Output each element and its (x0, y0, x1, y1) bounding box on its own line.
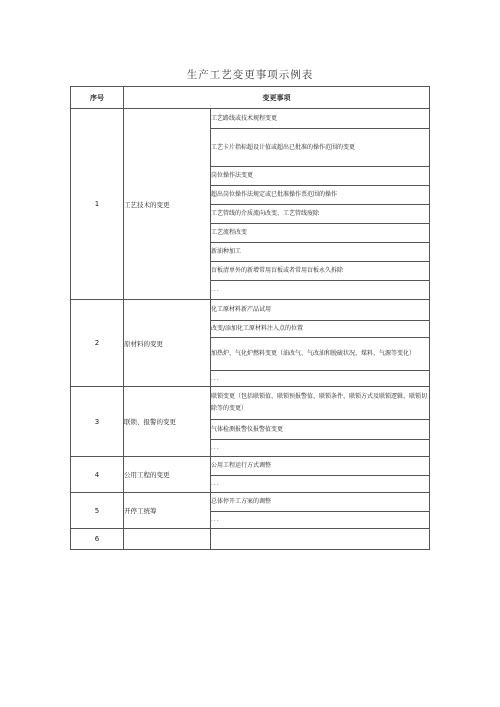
table-row (71, 109, 430, 129)
change-category: 联锁、报警的变更 (124, 387, 211, 457)
ellipsis-item: ... (211, 371, 430, 387)
change-item: 超出岗位操作法规定或已批准操作票范围的操作 (211, 186, 430, 205)
change-item: 联锁变更（包括联锁值、联锁预报警值、联锁条件、联锁方式及联锁逻辑、联锁切除等的变更） (211, 387, 430, 420)
table-header-row (71, 87, 430, 109)
table-row (71, 529, 430, 550)
change-item: 新油种加工 (211, 243, 430, 262)
change-item: 总体停开工方案的调整 (211, 493, 430, 512)
row-number: 3 (71, 387, 124, 457)
change-item: 工艺路线或技术规程变更 (211, 109, 430, 129)
change-item: 化工原材料新产品试用 (211, 300, 430, 321)
change-item: 工艺流程改变 (211, 224, 430, 243)
change-items-table (70, 86, 430, 550)
change-category: 原材料的变更 (124, 300, 211, 387)
change-item: 改变/添加化工原材料注入点的位置 (211, 321, 430, 338)
change-category (124, 529, 211, 550)
table-row (71, 493, 430, 512)
ellipsis-item: ... (211, 476, 430, 493)
ellipsis-item: ... (211, 440, 430, 457)
table-row (71, 387, 430, 420)
change-item: 气体检测报警仪报警值变更 (211, 420, 430, 440)
change-item: 公用工程运行方式调整 (211, 457, 430, 476)
change-item: 盲板清单外的新增常用盲板或者常用盲板永久拆除 (211, 262, 430, 281)
row-number: 1 (71, 109, 124, 300)
change-item: 工艺卡片指标超设计值或超出已批准的操作范围的变更 (211, 129, 430, 167)
change-category: 工艺技术的变更 (124, 109, 211, 300)
table-row (71, 457, 430, 476)
change-category: 公用工程的变更 (124, 457, 211, 493)
header-items: 变更事项 (124, 87, 430, 109)
row-number: 4 (71, 457, 124, 493)
row-number: 6 (71, 529, 124, 550)
row-number: 2 (71, 300, 124, 387)
change-item: 岗位操作法变更 (211, 167, 430, 186)
page-title: 生产工艺变更事项示例表 (186, 69, 314, 81)
ellipsis-item: ... (211, 512, 430, 529)
change-category: 开停工统筹 (124, 493, 211, 529)
change-item: 工艺管线的介质流向改变、工艺管线废除 (211, 205, 430, 224)
table-row (71, 300, 430, 321)
header-no: 序号 (71, 87, 124, 109)
change-item: 加热炉、气化炉燃料变更（油改气、气改油和脱硫状况、煤料、气源等变化） (211, 338, 430, 371)
ellipsis-item: ... (211, 281, 430, 300)
change-item (211, 529, 430, 550)
row-number: 5 (71, 493, 124, 529)
